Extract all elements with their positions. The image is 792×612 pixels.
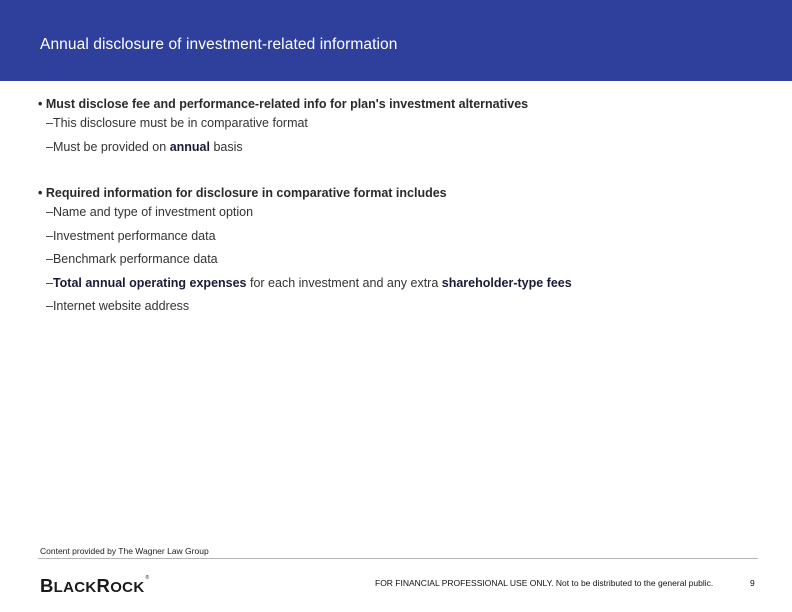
sub-item-text-suffix: basis	[210, 139, 243, 154]
sub-item-text: –Name and type of investment option	[46, 205, 254, 219]
sub-item-text: –This disclosure must be in comparative format	[46, 116, 308, 130]
sub-item-investment-performance	[38, 228, 758, 252]
sub-item-website-address	[38, 298, 758, 322]
slide-header	[0, 0, 792, 81]
source-credit: Content provided by The Wagner Law Group	[40, 546, 209, 556]
sub-item-text: –	[46, 275, 53, 290]
sub-item-annual-basis	[38, 139, 758, 163]
sub-item-operating-expenses	[38, 275, 758, 299]
sub-item-text: –Internet website address	[46, 299, 190, 313]
page-number: 9	[750, 578, 755, 588]
sub-item-text: –Investment performance data	[46, 228, 216, 243]
bullet-fee-disclosure: • Must disclose fee and performance-related info for plan's investment alternatives	[38, 97, 529, 111]
emphasis-annual: annual	[169, 139, 210, 154]
blackrock-logo: BLACKROCK®	[40, 575, 150, 596]
footer-disclaimer: FOR FINANCIAL PROFESSIONAL USE ONLY. Not to be distributed to the general public.	[375, 578, 714, 588]
sub-item-text-middle: for each investment and any extra	[246, 275, 442, 290]
sub-item-comparative-format	[38, 115, 758, 139]
emphasis-operating-expenses: Total annual operating expenses	[52, 275, 247, 290]
sub-item-text: –Benchmark performance data	[46, 252, 218, 266]
bullet-required-information: • Required information for disclosure in comparative format includes	[38, 186, 447, 200]
sub-item-text: –Must be provided on	[46, 139, 170, 154]
slide-body	[38, 96, 758, 322]
sub-item-name-type	[38, 204, 758, 228]
slide-title: Annual disclosure of investment-related information	[40, 36, 398, 53]
sub-item-benchmark-performance	[38, 251, 758, 275]
footer-divider	[38, 558, 758, 559]
emphasis-shareholder-fees: shareholder-type fees	[441, 275, 572, 290]
